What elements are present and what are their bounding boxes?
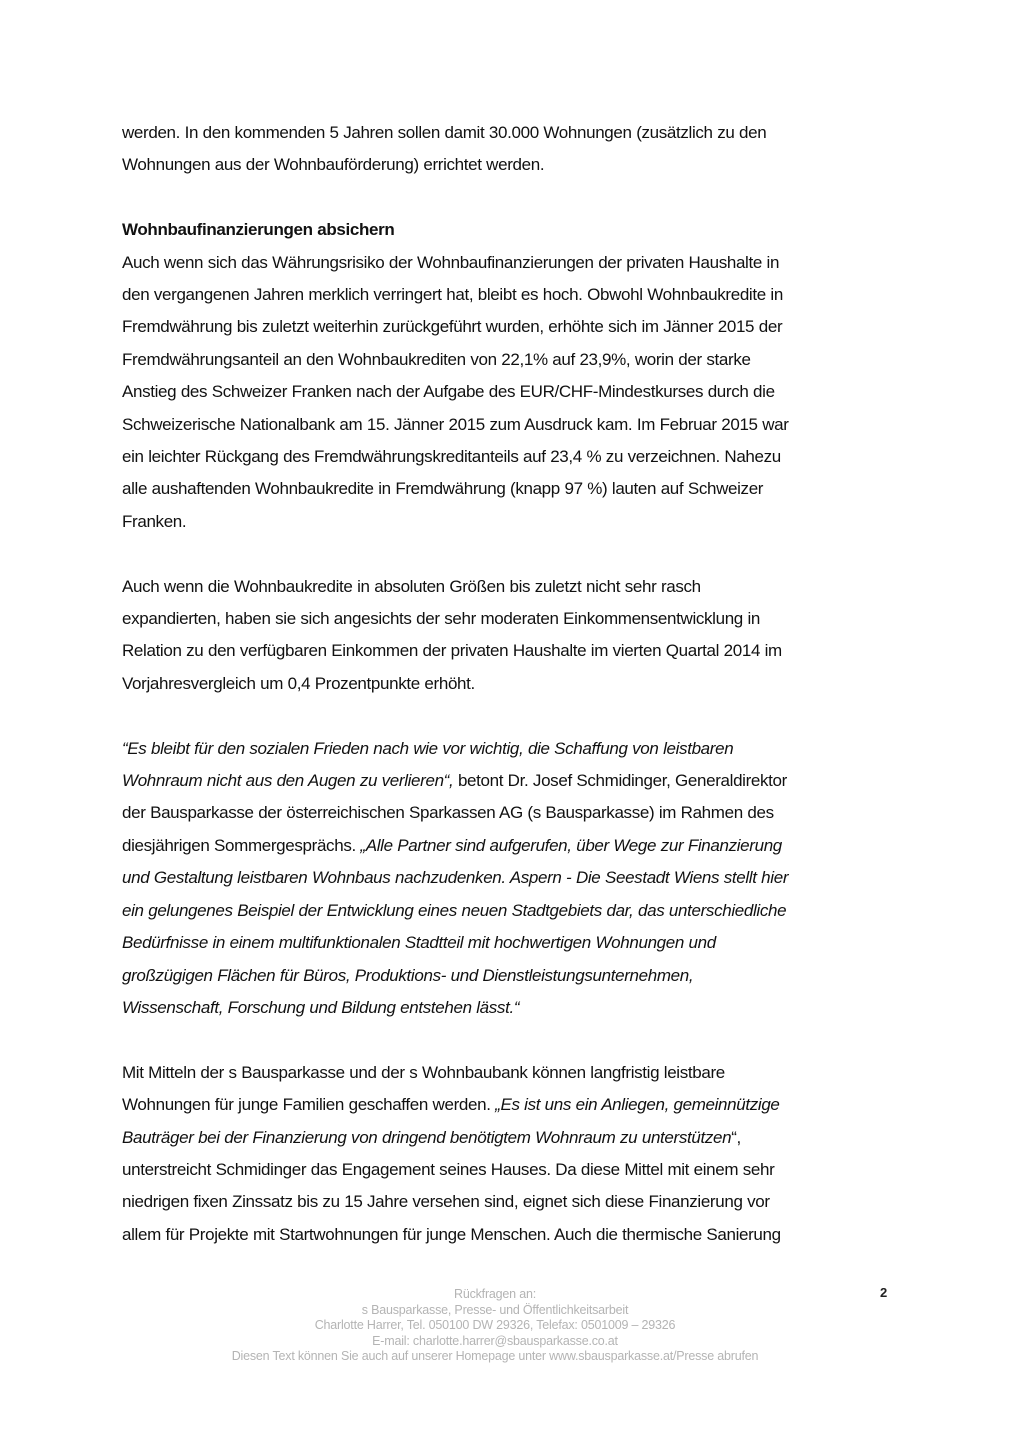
text-line <box>122 344 902 376</box>
footer-contact-phone: Charlotte Harrer, Tel. 050100 DW 29326, Telefax: 0501009 – 29326 <box>314 1318 676 1332</box>
footer-homepage-note: Diesen Text können Sie auch auf unserer Homepage unter www.sbausparkasse.at/Presse abrufen <box>231 1349 759 1363</box>
text-line <box>122 1089 902 1121</box>
body-text: ein leichter Rückgang des Fremdwährungskreditanteils auf 23,4 % zu verzeichnen. Nahezu <box>122 447 781 467</box>
body-text: der Bausparkasse der österreichischen Sparkassen AG (s Bausparkasse) im Rahmen des <box>122 803 774 823</box>
quote-text: ein gelungenes Beispiel der Entwicklung eines neuen Stadtgebiets dar, das unterschiedliche <box>122 900 787 920</box>
text-line <box>122 862 902 894</box>
quote-text: und Gestaltung leistbaren Wohnbaus nachzudenken. Aspern - Die Seestadt Wiens stellt hier <box>122 868 789 888</box>
body-text: unterstreicht Schmidinger das Engagement seines Hauses. Da diese Mittel mit einem sehr <box>122 1159 775 1179</box>
body-text: Vorjahresvergleich um 0,4 Prozentpunkte erhöht. <box>122 673 475 693</box>
text-line <box>122 1122 902 1154</box>
body-text: Franken. <box>122 511 187 531</box>
footer-email: E-mail: charlotte.harrer@sbausparkasse.co.at <box>372 1333 618 1348</box>
body-text: Fremdwährung bis zuletzt weiterhin zurückgeführt wurden, erhöhte sich im Jänner 2015 der <box>122 317 783 337</box>
text-line <box>122 765 902 797</box>
body-text: Schweizerische Nationalbank am 15. Jänner 2015 zum Ausdruck kam. Im Februar 2015 war <box>122 414 789 434</box>
text-line <box>122 1186 902 1218</box>
quote-text: „Es ist uns ein Anliegen, gemeinnützige <box>495 1095 780 1115</box>
paragraph <box>122 1057 902 1251</box>
text-line <box>122 895 902 927</box>
quote-text: großzügigen Flächen für Büros, Produktions- und Dienstleistungsunternehmen, <box>122 965 694 985</box>
text-line <box>122 117 902 149</box>
paragraph <box>122 571 902 701</box>
text-line <box>122 571 902 603</box>
body-text: Fremdwährungsanteil an den Wohnbaukrediten von 22,1% auf 23,9%, worin der starke <box>122 349 751 369</box>
footer-department: s Bausparkasse, Presse- und Öffentlichkeitsarbeit <box>361 1302 629 1317</box>
text-line <box>122 668 902 700</box>
document-body <box>122 117 902 1251</box>
quote-text: „Alle Partner sind aufgerufen, über Wege zur Finanzierung <box>360 835 782 855</box>
footer-inquiries-label: Rückfragen an: <box>454 1287 536 1301</box>
body-text: niedrigen fixen Zinssatz bis zu 15 Jahre versehen sind, eignet sich diese Finanzierung vor <box>122 1192 770 1212</box>
text-line <box>122 149 902 181</box>
body-text: alle aushaftenden Wohnbaukredite in Fremdwährung (knapp 97 %) lauten auf Schweizer <box>122 479 764 499</box>
text-line <box>122 409 902 441</box>
page-number: 2 <box>880 1285 888 1300</box>
text-line <box>122 311 902 343</box>
body-text: Mit Mitteln der s Bausparkasse und der s Wohnbaubank können langfristig leistbare <box>122 1062 725 1082</box>
text-line <box>122 960 902 992</box>
body-text: Wohnungen aus der Wohnbauförderung) errichtet werden. <box>122 155 545 175</box>
text-line <box>122 506 902 538</box>
text-line <box>122 279 902 311</box>
text-line <box>122 733 902 765</box>
paragraph <box>122 117 902 182</box>
body-text: betont Dr. Josef Schmidinger, Generaldirektor <box>453 771 787 791</box>
text-line <box>122 1057 902 1089</box>
text-line <box>122 441 902 473</box>
text-line <box>122 830 902 862</box>
contact-footer <box>190 1287 800 1365</box>
text-line <box>122 992 902 1024</box>
body-text: den vergangenen Jahren merklich verringert hat, bleibt es hoch. Obwohl Wohnbaukredite in <box>122 285 783 305</box>
quote-text: Bedürfnisse in einem multifunktionalen Stadtteil mit hochwertigen Wohnungen und <box>122 933 716 953</box>
section-heading: Wohnbaufinanzierungen absichern <box>122 220 395 240</box>
text-line <box>122 797 902 829</box>
text-line <box>122 603 902 635</box>
text-line <box>122 1219 902 1251</box>
quote-text: Bauträger bei der Finanzierung von dringend benötigtem Wohnraum zu unterstützen <box>122 1127 732 1147</box>
quote-text: Wohnraum nicht aus den Augen zu verlieren“, <box>122 771 454 791</box>
paragraph <box>122 214 902 538</box>
body-text: expandierten, haben sie sich angesichts der sehr moderaten Einkommensentwicklung in <box>122 609 761 629</box>
body-text: werden. In den kommenden 5 Jahren sollen damit 30.000 Wohnungen (zusätzlich zu den <box>122 123 767 142</box>
body-text: Relation zu den verfügbaren Einkommen der privaten Haushalte im vierten Quartal 2014 im <box>122 641 782 661</box>
body-text: Auch wenn die Wohnbaukredite in absoluten Größen bis zuletzt nicht sehr rasch <box>122 576 701 596</box>
body-text: Auch wenn sich das Währungsrisiko der Wohnbaufinanzierungen der privaten Haushalte in <box>122 252 780 272</box>
text-line <box>122 247 902 279</box>
body-text: Wohnungen für junge Familien geschaffen werden. <box>122 1095 496 1115</box>
text-line <box>122 1154 902 1186</box>
paragraph <box>122 733 902 1025</box>
body-text: “, <box>731 1127 741 1147</box>
text-line <box>122 473 902 505</box>
quote-text: “Es bleibt für den sozialen Frieden nach wie vor wichtig, die Schaffung von leistbaren <box>122 738 734 758</box>
quote-text: Wissenschaft, Forschung und Bildung entstehen lässt.“ <box>122 997 520 1017</box>
text-line <box>122 927 902 959</box>
body-text: allem für Projekte mit Startwohnungen für junge Menschen. Auch die thermische Sanierung <box>122 1224 781 1244</box>
text-line <box>122 635 902 667</box>
text-line <box>122 376 902 408</box>
body-text: diesjährigen Sommergesprächs. <box>122 835 361 855</box>
body-text: Anstieg des Schweizer Franken nach der Aufgabe des EUR/CHF-Mindestkurses durch die <box>122 382 775 402</box>
